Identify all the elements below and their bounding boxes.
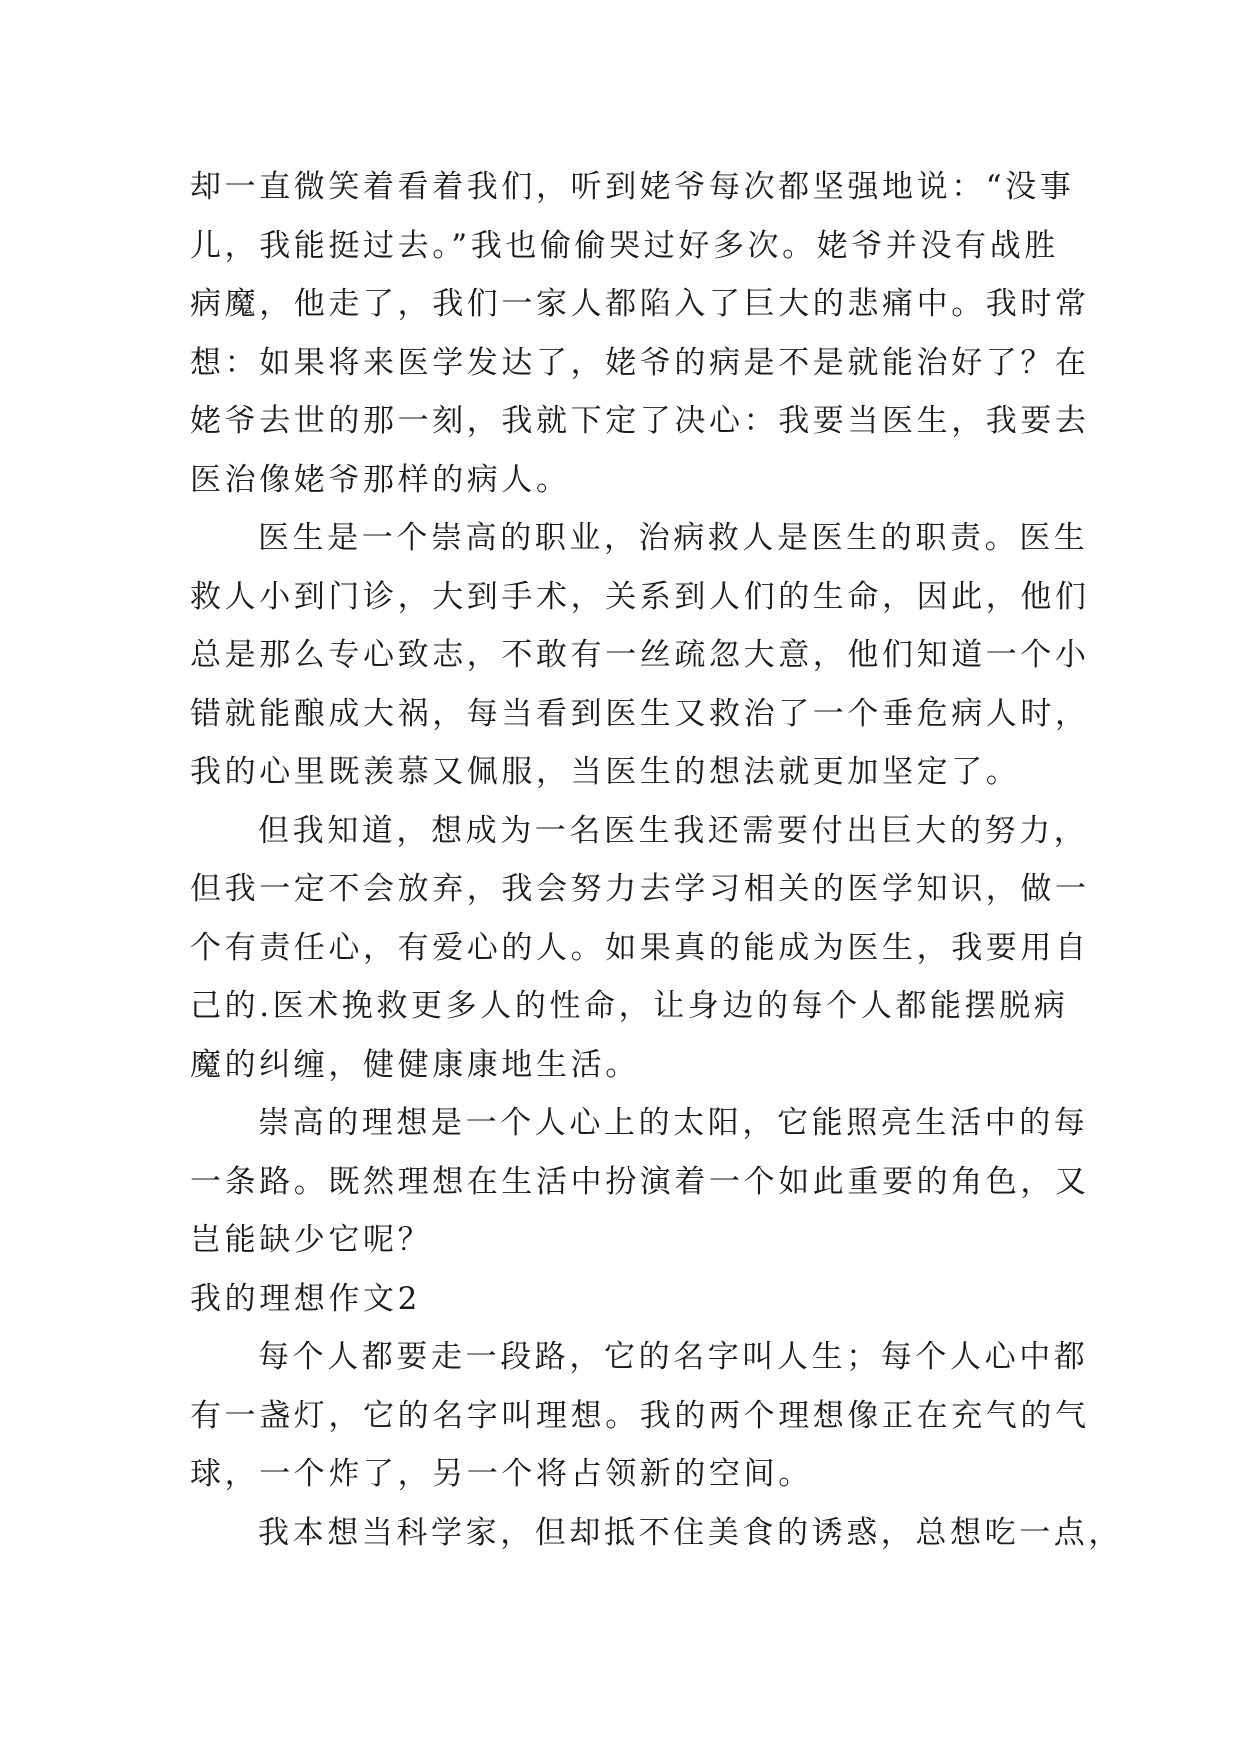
text-line: 姥爷去世的那一刻，我就下定了决心：我要当医生，我要去 <box>190 403 1090 439</box>
text-line: 球，一个炸了，另一个将占领新的空间。 <box>190 1456 813 1492</box>
section-heading: 我的理想作文2 <box>190 1280 421 1317</box>
text-line: 魔的纠缠，健健康康地生活。 <box>190 1046 640 1083</box>
text-line: 错就能酿成大祸，每当看到医生又救治了一个垂危病人时， <box>190 695 1090 732</box>
text-line: 一条路。既然理想在生活中扮演着一个如此重要的角色，又 <box>190 1163 1090 1200</box>
text-line: 总是那么专心致志，不敢有一丝疏忽大意，他们知道一个小 <box>190 637 1090 673</box>
text-line: 有一盏灯，它的名字叫理想。我的两个理想像正在充气的气 <box>190 1397 1090 1434</box>
text-line: 我的心里既羡慕又佩服，当医生的想法就更加坚定了。 <box>190 754 1021 790</box>
paragraph-4 <box>190 1094 1090 1270</box>
paragraph-3 <box>190 802 1090 1095</box>
text-line: 但我知道，想成为一名医生我还需要付出巨大的努力， <box>258 812 1089 849</box>
paragraph-5 <box>190 1328 1090 1504</box>
text-line: 崇高的理想是一个人心上的太阳，它能照亮生活中的每 <box>258 1105 1089 1141</box>
document-body <box>190 158 1123 1562</box>
text-line: 每个人都要走一段路，它的名字叫人生；每个人心中都 <box>258 1339 1089 1375</box>
text-line: 病魔，他走了，我们一家人都陷入了巨大的悲痛中。我时常 <box>190 286 1090 322</box>
paragraph-6 <box>190 1504 1123 1563</box>
text-line: 儿，我能挺过去。”我也偷偷哭过好多次。姥爷并没有战胜 <box>190 227 1059 264</box>
text-line: 想：如果将来医学发达了，姥爷的病是不是就能治好了？在 <box>190 344 1090 381</box>
text-line: 却一直微笑着看着我们，听到姥爷每次都坚强地说：“没事 <box>190 169 1075 205</box>
text-line: 但我一定不会放弃，我会努力去学习相关的医学知识，做一 <box>190 871 1090 907</box>
text-line: 救人小到门诊，大到手术，关系到人们的生命，因此，他们 <box>190 578 1090 615</box>
paragraph-1 <box>190 158 1090 509</box>
text-line: 我本想当科学家，但却抵不住美食的诱惑，总想吃一点， <box>258 1514 1123 1551</box>
text-line: 医生是一个崇高的职业，治病救人是医生的职责。医生 <box>258 520 1089 556</box>
text-line: 医治像姥爷那样的病人。 <box>190 461 571 498</box>
text-line: 岂能缺少它呢？ <box>190 1222 433 1258</box>
text-line: 个有责任心，有爱心的人。如果真的能成为医生，我要用自 <box>190 929 1090 966</box>
paragraph-2 <box>190 509 1090 802</box>
text-line: 己的.医术挽救更多人的性命，让身边的每个人都能摆脱病 <box>190 988 1069 1024</box>
